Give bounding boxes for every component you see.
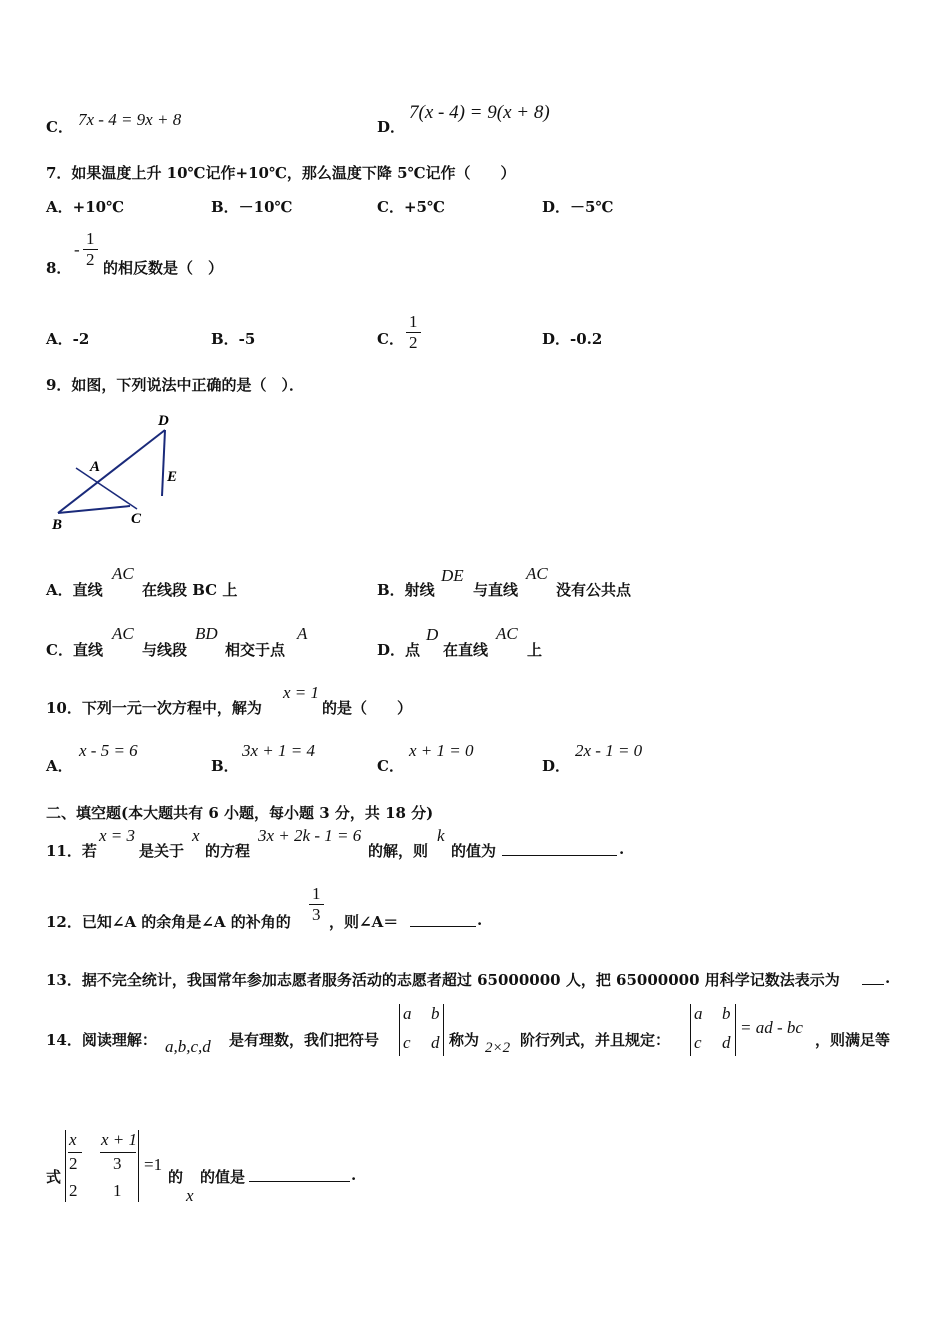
q8-option-a: A．-2 bbox=[46, 330, 90, 348]
q6-option-c-expr: 7x - 4 = 9x + 8 bbox=[78, 110, 182, 129]
q9-option-d-prefix: D．点 bbox=[377, 641, 421, 659]
q7-stem: 7．如果温度上升 10℃记作+10℃，那么温度下降 5℃记作（ ） bbox=[46, 164, 516, 182]
q9-option-c-prefix: C．直线 bbox=[46, 641, 103, 659]
q9-option-c-mid: 与线段 bbox=[142, 641, 188, 659]
q10-stem-a: 10．下列一元一次方程中，解为 bbox=[46, 699, 262, 717]
q10-option-d-label: D． bbox=[542, 757, 571, 775]
label-b: B bbox=[52, 517, 63, 533]
q9-option-a-m1: AC bbox=[112, 564, 134, 583]
label-e: E bbox=[167, 469, 178, 485]
q11-t1: 是关于 bbox=[139, 842, 185, 860]
q14-rule-det-c: c bbox=[694, 1033, 702, 1052]
q11-answer-blank[interactable] bbox=[502, 855, 617, 856]
segment-bc bbox=[58, 506, 130, 513]
q14-eq-x-plus-1: x + 1 bbox=[101, 1130, 138, 1149]
q14-t4: 阶行列式，并且规定： bbox=[520, 1031, 671, 1049]
q14-symbol-det-c: c bbox=[403, 1033, 411, 1052]
q12-fraction-numerator: 1 bbox=[309, 884, 324, 905]
ray-de bbox=[162, 430, 165, 496]
q9-option-b-mid: 与直线 bbox=[473, 581, 519, 599]
q14-line2-prefix: 式 bbox=[46, 1168, 62, 1186]
q11-m1: x = 3 bbox=[99, 826, 136, 845]
q14-rule-det-right-bar bbox=[735, 1004, 736, 1056]
q8-stem: 的相反数是（ ） bbox=[103, 259, 224, 277]
label-c: C bbox=[131, 511, 142, 527]
q9-option-d-m2: AC bbox=[496, 624, 518, 643]
q9-option-b-m2: AC bbox=[526, 564, 548, 583]
q12-answer-blank[interactable] bbox=[410, 926, 476, 927]
q12-t1: 12．已知∠A 的余角是∠A 的补角的 bbox=[46, 913, 291, 931]
q9-option-c-m2: BD bbox=[195, 624, 218, 643]
q9-option-c-m1: AC bbox=[112, 624, 134, 643]
q9-option-d-mid: 在直线 bbox=[443, 641, 489, 659]
q9-option-c-m3: A bbox=[297, 624, 308, 643]
q14-rule: = ad - bc bbox=[740, 1018, 803, 1037]
q14-vars: a,b,c,d bbox=[165, 1037, 211, 1056]
q14-symbol-det-d: d bbox=[431, 1033, 440, 1052]
q9-option-b-prefix: B．射线 bbox=[377, 581, 435, 599]
q14-t5: ，则满足等 bbox=[815, 1031, 891, 1049]
q9-option-a-prefix: A．直线 bbox=[46, 581, 103, 599]
q7-option-c: C．+5℃ bbox=[377, 198, 445, 216]
q13-end: . bbox=[885, 969, 891, 987]
q10-option-a-label: A． bbox=[46, 757, 73, 775]
q8-option-c-numerator: 1 bbox=[406, 312, 421, 333]
q14-end: . bbox=[351, 1166, 357, 1184]
q14-t1: 14．阅读理解： bbox=[46, 1031, 157, 1049]
q14-var-x: x bbox=[186, 1186, 194, 1205]
q14-symbol-det-left-bar bbox=[399, 1004, 400, 1056]
q10-option-b-label: B． bbox=[211, 757, 239, 775]
q14-t2: 是有理数，我们把符号 bbox=[229, 1031, 380, 1049]
q14-rule-det-left-bar bbox=[690, 1004, 691, 1056]
q8-option-c-denominator: 2 bbox=[409, 333, 418, 352]
q14-eq-det-right-bar bbox=[138, 1130, 139, 1202]
q11-m3: 3x + 2k - 1 = 6 bbox=[258, 826, 362, 845]
section-2-title: 二、填空题(本大题共有 6 小题，每小题 3 分，共 18 分) bbox=[46, 804, 434, 822]
q9-stem: 9．如图，下列说法中正确的是（ ）． bbox=[46, 376, 304, 394]
line-bd bbox=[58, 430, 165, 513]
q9-option-d-m1: D bbox=[426, 625, 439, 644]
q8-minus-sign: - bbox=[74, 240, 80, 259]
q14-rule-det-d: d bbox=[722, 1033, 731, 1052]
q12-fraction-denominator: 3 bbox=[312, 905, 321, 924]
q11-prefix: 11．若 bbox=[46, 842, 97, 860]
q8-option-b: B．-5 bbox=[211, 330, 256, 348]
q10-option-b-expr: 3x + 1 = 4 bbox=[242, 741, 315, 760]
q14-eq-x: x bbox=[69, 1130, 77, 1149]
q14-eq-one: 1 bbox=[113, 1181, 122, 1200]
q8-fraction bbox=[83, 229, 98, 270]
q8-option-c-label: C． bbox=[377, 330, 404, 348]
label-d: D bbox=[158, 413, 169, 429]
q10-option-c-label: C． bbox=[377, 757, 404, 775]
q14-eq-det-left-bar bbox=[65, 1130, 66, 1202]
q13-text: 13．据不完全统计，我国常年参加志愿者服务活动的志愿者超过 65000000 人，把 65000000 用科学记数法表示为 bbox=[46, 971, 840, 989]
q11-m2: x bbox=[192, 826, 200, 845]
q14-t3: 称为 bbox=[449, 1031, 480, 1049]
q10-condition: x = 1 bbox=[283, 683, 320, 702]
q6-option-d-expr: 7(x - 4) = 9(x + 8) bbox=[409, 102, 550, 123]
q14-t7: 的值是 bbox=[200, 1168, 246, 1186]
q14-rule-det-b: b bbox=[722, 1004, 731, 1023]
q8-option-d: D．-0.2 bbox=[542, 330, 603, 348]
q11-t2: 的方程 bbox=[205, 842, 251, 860]
q12-t2: ，则∠A＝ bbox=[329, 913, 399, 931]
label-a: A bbox=[90, 459, 101, 475]
q9-option-d-suffix: 上 bbox=[527, 641, 543, 659]
q11-m4: k bbox=[437, 826, 445, 845]
q7-option-d: D．－5℃ bbox=[542, 198, 614, 216]
q6-option-d-label: D． bbox=[377, 118, 406, 136]
q8-option-c-fraction bbox=[406, 312, 421, 353]
q6-option-c-label: C． bbox=[46, 118, 73, 136]
q11-t3: 的解，则 bbox=[368, 842, 429, 860]
q9-geometry-figure bbox=[40, 405, 200, 535]
q10-option-d-expr: 2x - 1 = 0 bbox=[575, 741, 643, 760]
q12-end: . bbox=[477, 911, 483, 929]
q14-eq-three: 3 bbox=[113, 1154, 122, 1173]
q9-option-a-suffix: 在线段 BC 上 bbox=[142, 581, 238, 599]
q14-eq-rhs: =1 bbox=[144, 1155, 163, 1174]
q7-option-a: A．+10℃ bbox=[46, 198, 125, 216]
q14-symbol-det-right-bar bbox=[443, 1004, 444, 1056]
q10-stem-b: 的是（ ） bbox=[322, 699, 413, 717]
q12-fraction bbox=[309, 884, 324, 925]
q8-number: 8． bbox=[46, 259, 72, 277]
q10-option-a-expr: x - 5 = 6 bbox=[79, 741, 138, 760]
q7-option-b: B．－10℃ bbox=[211, 198, 293, 216]
q14-t6: 的 bbox=[168, 1168, 184, 1186]
q14-answer-blank[interactable] bbox=[249, 1181, 350, 1182]
q9-option-b-suffix: 没有公共点 bbox=[556, 581, 632, 599]
q14-symbol-det-b: b bbox=[431, 1004, 440, 1023]
q14-order: 2×2 bbox=[485, 1040, 511, 1056]
q10-option-c-expr: x + 1 = 0 bbox=[409, 741, 474, 760]
q8-fraction-denominator: 2 bbox=[86, 250, 95, 269]
q11-t4: 的值为 bbox=[451, 842, 497, 860]
q14-eq-two-2: 2 bbox=[69, 1181, 78, 1200]
q11-end: . bbox=[619, 840, 625, 858]
q9-option-b-m1: DE bbox=[441, 566, 464, 585]
q14-symbol-det-a: a bbox=[403, 1004, 412, 1023]
q9-option-c-mid2: 相交于点 bbox=[225, 641, 286, 659]
q8-fraction-numerator: 1 bbox=[83, 229, 98, 250]
q14-eq-frac-bar-2 bbox=[100, 1152, 136, 1153]
q14-eq-two-1: 2 bbox=[69, 1154, 78, 1173]
q13-answer-blank[interactable] bbox=[862, 984, 884, 985]
q14-rule-det-a: a bbox=[694, 1004, 703, 1023]
q14-eq-frac-bar-1 bbox=[68, 1152, 82, 1153]
